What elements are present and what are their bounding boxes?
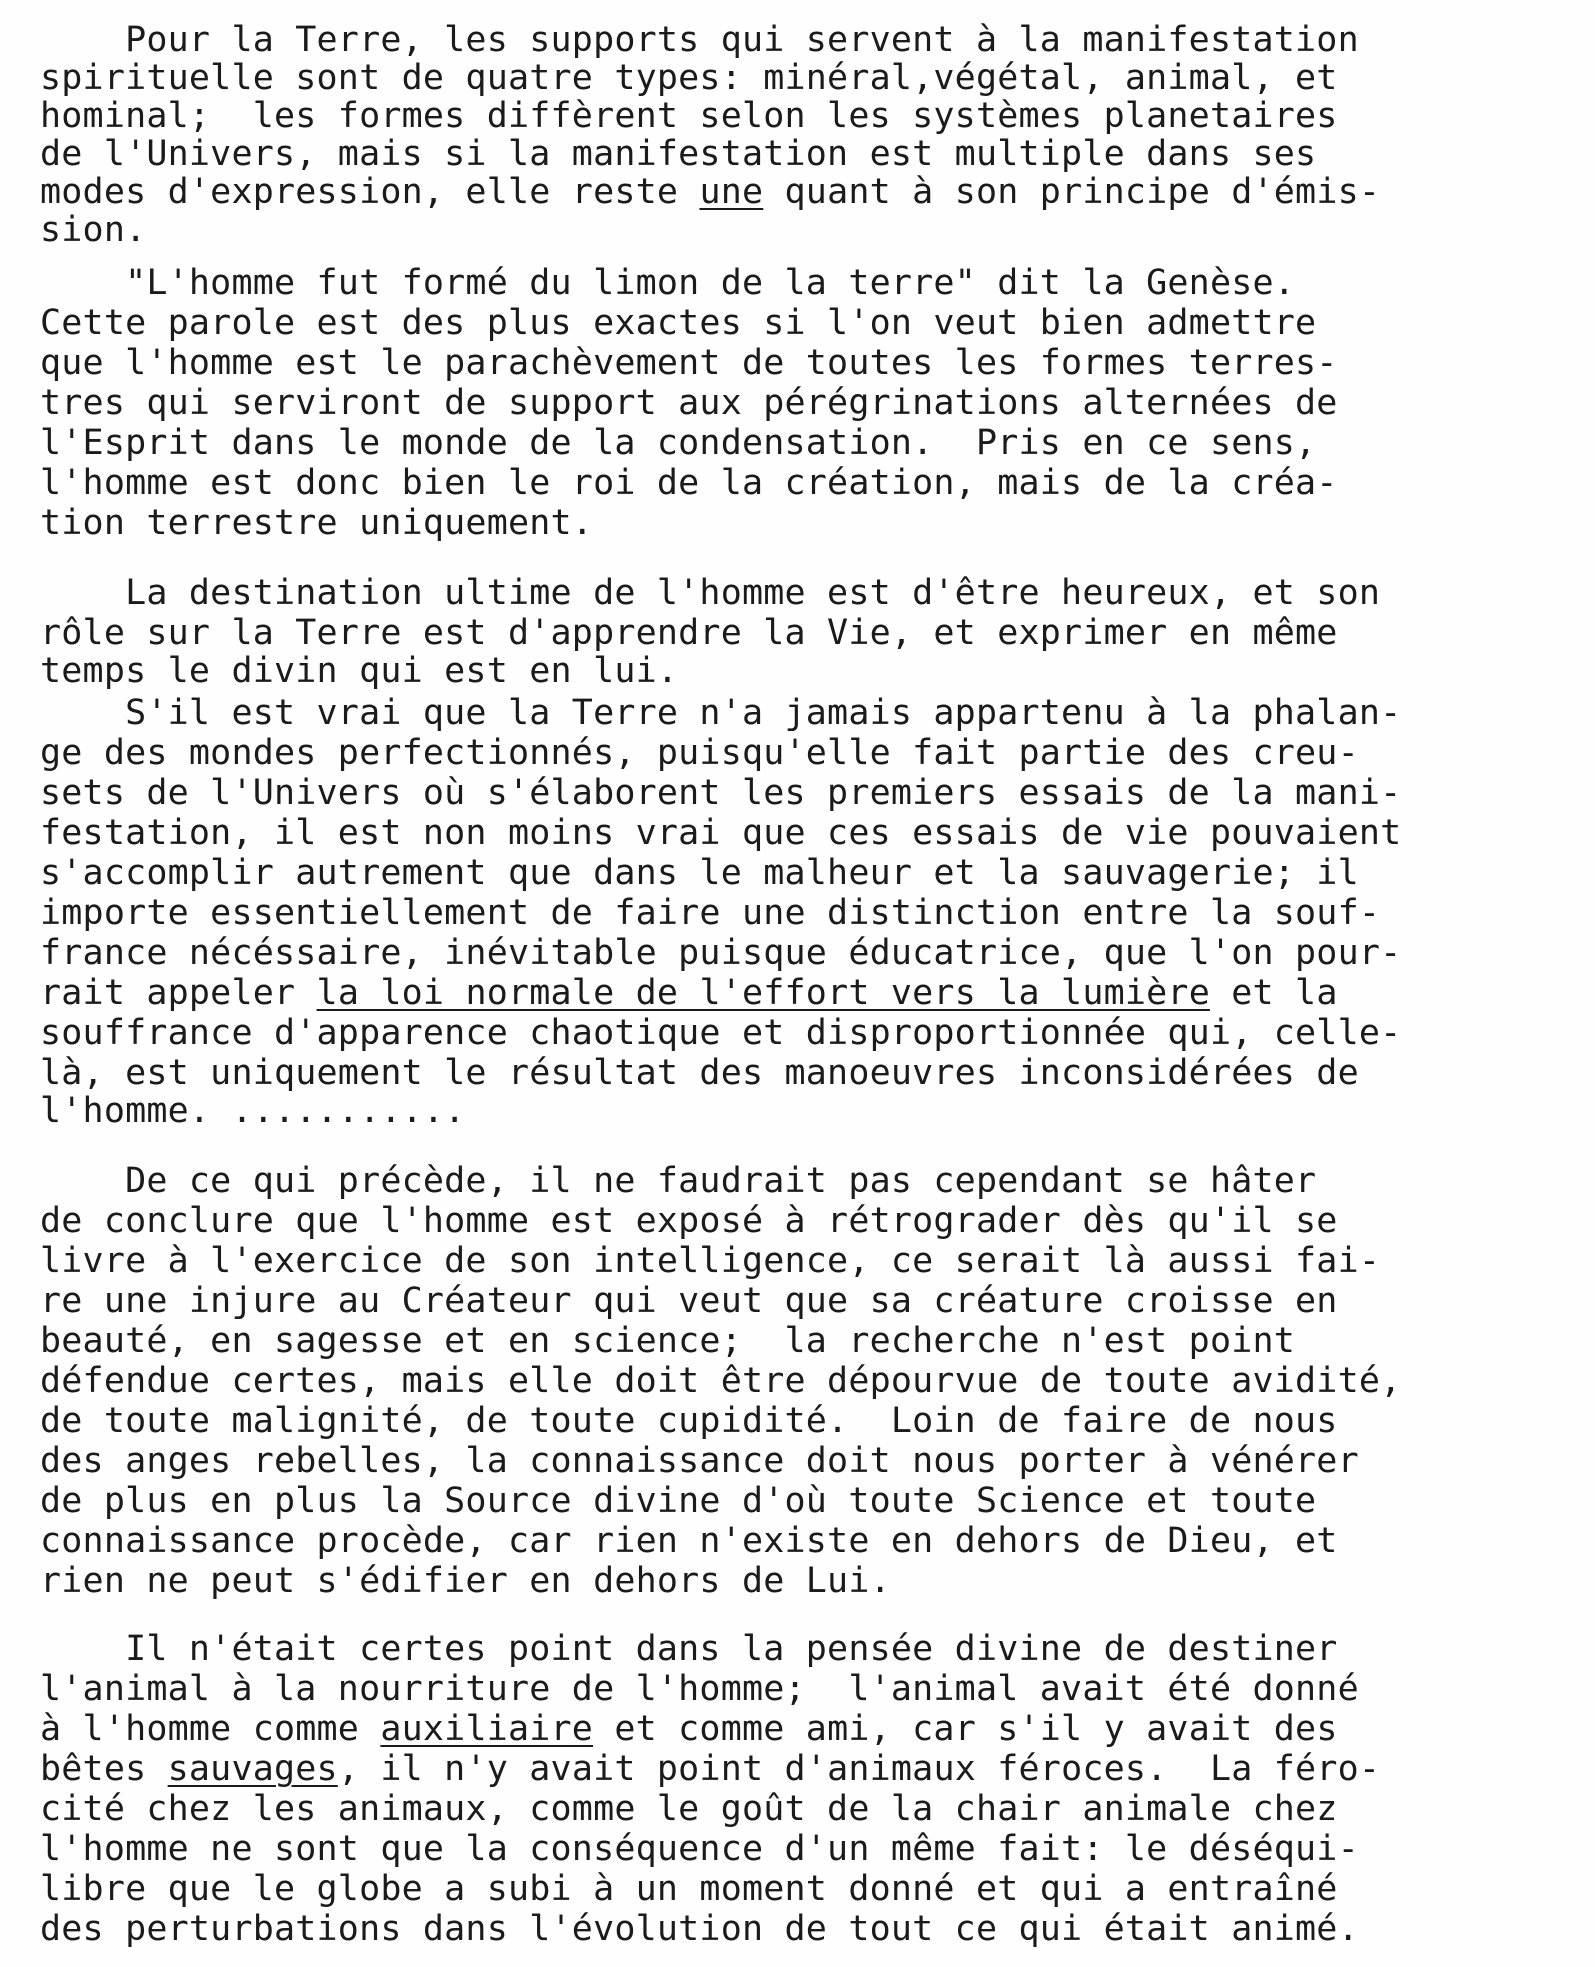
text-line: "L'homme fut formé du limon de la terre" dit la Genèse. xyxy=(40,263,1296,303)
text-line: là, est uniquement le résultat des manoeuvres inconsidérées de xyxy=(40,1053,1359,1093)
text-line: sion. xyxy=(40,210,147,250)
text-segment: quant à son principe d'émis- xyxy=(763,172,1381,212)
text-line: de l'Univers, mais si la manifestation est multiple dans ses xyxy=(40,134,1317,174)
text-line: que l'homme est le parachèvement de toutes les formes terres- xyxy=(40,343,1338,383)
text-line: Pour la Terre, les supports qui servent à la manifestation xyxy=(40,20,1359,60)
text-line: défendue certes, mais elle doit être dépourvue de toute avidité, xyxy=(40,1361,1402,1401)
text-segment: et la xyxy=(1209,973,1338,1013)
text-line xyxy=(40,973,1560,1013)
text-line: libre que le globe a subi à un moment donné et qui a entraîné xyxy=(40,1869,1338,1909)
text-line: des perturbations dans l'évolution de tout ce qui était animé. xyxy=(40,1909,1359,1949)
text-line xyxy=(40,1709,1560,1749)
text-line: l'animal à la nourriture de l'homme; l'animal avait été donné xyxy=(40,1669,1359,1709)
underlined-word: sauvages xyxy=(167,1749,338,1789)
text-line: re une injure au Créateur qui veut que sa créature croisse en xyxy=(40,1281,1338,1321)
text-segment: et comme ami, car s'il y avait des xyxy=(593,1709,1338,1749)
underlined-phrase: la loi normale de l'effort vers la lumière xyxy=(316,973,1210,1013)
text-line: des anges rebelles, la connaissance doit nous porter à vénérer xyxy=(40,1441,1359,1481)
text-line: La destination ultime de l'homme est d'être heureux, et son xyxy=(40,573,1381,613)
text-line: spirituelle sont de quatre types: minéral,végétal, animal, et xyxy=(40,58,1338,98)
text-segment: rait appeler xyxy=(40,973,317,1013)
text-line: beauté, en sagesse et en science; la recherche n'est point xyxy=(40,1321,1296,1361)
text-line: l'homme ne sont que la conséquence d'un même fait: le déséqui- xyxy=(40,1829,1359,1869)
text-line: temps le divin qui est en lui. xyxy=(40,651,679,691)
text-line: l'homme. ........... xyxy=(40,1091,466,1131)
underlined-word: une xyxy=(699,172,764,212)
text-line: connaissance procède, car rien n'existe en dehors de Dieu, et xyxy=(40,1521,1338,1561)
text-line: tres qui serviront de support aux pérégrinations alternées de xyxy=(40,383,1338,423)
text-line: de toute malignité, de toute cupidité. Loin de faire de nous xyxy=(40,1401,1338,1441)
text-line: festation, il est non moins vrai que ces essais de vie pouvaient xyxy=(40,813,1402,853)
text-line xyxy=(40,172,1560,212)
text-line: De ce qui précède, il ne faudrait pas cependant se hâter xyxy=(40,1161,1317,1201)
text-line: l'homme est donc bien le roi de la création, mais de la créa- xyxy=(40,463,1338,503)
text-line: S'il est vrai que la Terre n'a jamais appartenu à la phalan- xyxy=(40,693,1402,733)
text-line: france nécéssaire, inévitable puisque éducatrice, que l'on pour- xyxy=(40,933,1402,973)
text-line: sets de l'Univers où s'élaborent les premiers essais de la mani- xyxy=(40,773,1402,813)
text-line: l'Esprit dans le monde de la condensation. Pris en ce sens, xyxy=(40,423,1317,463)
text-line: tion terrestre uniquement. xyxy=(40,503,594,543)
text-line: de plus en plus la Source divine d'où toute Science et toute xyxy=(40,1481,1317,1521)
text-segment: , il n'y avait point d'animaux féroces. La féro- xyxy=(337,1749,1381,1789)
text-line: s'accomplir autrement que dans le malheur et la sauvagerie; il xyxy=(40,853,1359,893)
text-line: Il n'était certes point dans la pensée divine de destiner xyxy=(40,1629,1338,1669)
text-line: hominal; les formes diffèrent selon les systèmes planetaires xyxy=(40,96,1338,136)
text-line: souffrance d'apparence chaotique et disproportionnée qui, celle- xyxy=(40,1013,1402,1053)
text-line: cité chez les animaux, comme le goût de la chair animale chez xyxy=(40,1789,1338,1829)
text-line xyxy=(40,1749,1560,1789)
text-line: Cette parole est des plus exactes si l'on veut bien admettre xyxy=(40,303,1317,343)
text-segment: modes d'expression, elle reste xyxy=(40,172,700,212)
text-line: rien ne peut s'édifier en dehors de Lui. xyxy=(40,1561,891,1601)
underlined-word: auxiliaire xyxy=(380,1709,594,1749)
text-line: ge des mondes perfectionnés, puisqu'elle fait partie des creu- xyxy=(40,733,1359,773)
text-line: de conclure que l'homme est exposé à rétrograder dès qu'il se xyxy=(40,1201,1338,1241)
text-line: rôle sur la Terre est d'apprendre la Vie, et exprimer en même xyxy=(40,613,1338,653)
text-line: livre à l'exercice de son intelligence, ce serait là aussi fai- xyxy=(40,1241,1381,1281)
text-segment: à l'homme comme xyxy=(40,1709,381,1749)
text-line: importe essentiellement de faire une distinction entre la souf- xyxy=(40,893,1381,933)
text-segment: bêtes xyxy=(40,1749,168,1789)
